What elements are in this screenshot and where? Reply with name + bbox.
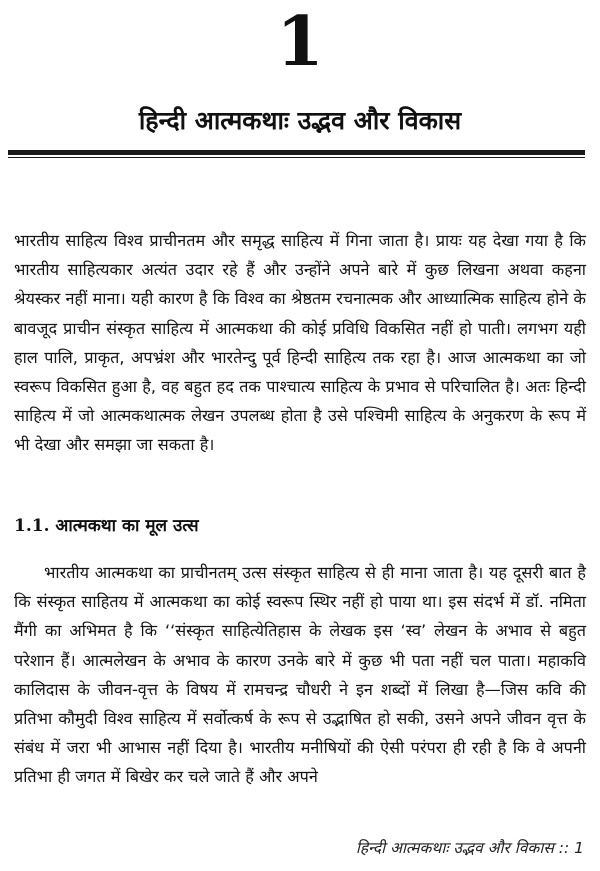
section-title: आत्मकथा का मूल उत्स bbox=[55, 516, 199, 536]
title-rule-thick bbox=[8, 150, 585, 155]
section-heading bbox=[14, 512, 199, 540]
section-paragraph: भारतीय आत्मकथा का प्राचीनतम् उत्स संस्कृत साहित्य से ही माना जाता है। यह दूसरी बात है कि संस्कृत साहितय में आत्मकथा का कोई स्वरूप स्थिर नहीं हो पाया था। इस संदर्भ में डॉ. नमिता मैंगी का अभिमत है कि ‘‘संस्कृत साहित्येतिहास के लेखक इस ‘स्व’ लेखन के अभाव से बहुत परेशान हैं। आत्मलेखन के अभाव के कारण उनके बारे में कुछ भी पता नहीं चल पाता। महाकवि कालिदास के जीवन-वृत्त के विषय में रामचन्द्र चौधरी ने इन शब्दों में लिखा है—जिस कवि की प्रतिभा कौमुदी विश्व साहित्य में सर्वोत्कर्ष के रूप से उद्भाषित हो सकी, उसने अपने जीवन वृत्त के संबंध में जरा भी आभास नहीं दिया है। भारतीय मनीषियों की ऐसी परंपरा ही रही है कि वे अपनी प्रतिभा ही जगत में बिखेर कर चले जाते हैं और अपने bbox=[14, 563, 586, 787]
section-number: 1.1. bbox=[14, 516, 50, 536]
running-footer: हिन्दी आत्मकथाः उद्भव और विकास :: 1 bbox=[355, 839, 584, 857]
chapter-title: हिन्दी आत्मकथाः उद्भव और विकास bbox=[138, 106, 462, 135]
chapter-number: 1 bbox=[276, 2, 324, 82]
intro-paragraph: भारतीय साहित्य विश्व प्राचीनतम और समृद्ध साहित्य में गिना जाता है। प्रायः यह देखा गया है कि भारतीय साहित्यकार अत्यंत उदार रहे हैं और उन्होंने अपने बारे में कुछ लिखना अथवा कहना श्रेयस्कर नहीं माना। यही कारण है कि विश्व का श्रेष्ठतम रचनात्मक और आध्यात्मिक साहित्य होने के बावजूद प्राचीन संस्कृत साहित्य में आत्मकथा की कोई प्रविधि विकसित नहीं हो पाती। लगभग यही हाल पालि, प्राकृत, अपभ्रंश और भारतेन्दु पूर्व हिन्दी साहित्य तक रहा है। आज आत्मकथा का जो स्वरूप विकसित हुआ है, वह बहुत हद तक पाश्चात्य साहित्य के प्रभाव से परिचालित है। अतः हिन्दी साहित्य में जो आत्मकथात्मक लेखन उपलब्ध होता है उसे पश्चिमी साहित्य के अनुकरण के रूप में भी देखा और समझा जा सकता है। bbox=[14, 231, 586, 455]
title-rule-thin bbox=[8, 157, 585, 158]
